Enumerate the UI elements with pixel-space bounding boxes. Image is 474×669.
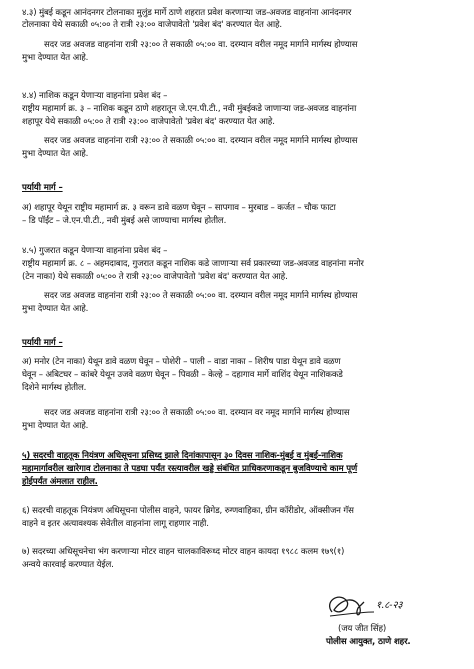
alternate-route-b-line-3: दिशेने मार्गस्थ होतील. [22,383,87,393]
section-4-5-note-2: मुभा देण्यात येत आहे. [22,304,89,314]
clause-5-line-2: महामार्गावरील खारेगाव टोलनाका ते पडघा पर्यंत रस्त्यावरील खड्डे संबंधित प्राधिकरणाकडून बुजविण्याचे काम पूर्ण [22,464,358,474]
alternate-route-b-line-2: घेवून – अबिटघर – कांबरे येथून उजवे वळण घेवून – पिवळी – केल्हे – दहागाव मार्गे वाशिंद येथून नाशिककडे [22,370,343,380]
section-4-5-note-1: सदर जड अवजड वाहनांना रात्री २३:०० ते सकाळी ०५:०० वा. दरम्यान वरील नमूद मार्गाने मार्गस्थ होण्यास [44,291,358,301]
alternate-route-a-line-1: अ) शहापूर येथून राष्ट्रीय महामार्ग क्र. ३ वरून डावे वळण घेवून – सापगाव – मुरबाड – कर्जत – चौक फाटा [22,203,336,213]
section-4-5-heading: ४.५) गुजरात कडून येणाऱ्या वाहनांना प्रवेश बंद – [22,246,168,256]
section-4-4-note-1: सदर जड अवजड वाहनांना रात्री २३:०० ते सकाळी ०५:०० वा. दरम्यान वरील नमूद मार्गाने मार्गस्थ होण्यास [44,136,358,146]
section-4-4-note-2: मुभा देण्यात येत आहे. [22,149,89,159]
section-4-5-line-1: राष्ट्रीय महामार्ग क्र. ८ – अहमदाबाद, गुजरात कडून नाशिक कडे जाणाऱ्या सर्व प्रकारच्या जड-अवजड वाहनांना मनोर [22,259,364,269]
section-4-4-line-2: शहापूर येथे सकाळी ०५:०० ते रात्री २३:०० वाजेपावेतो 'प्रवेश बंद' करण्यात येत आहे. [22,117,275,127]
section-4-4-heading: ४.४) नाशिक कडून येणाऱ्या वाहनांना प्रवेश बंद – [22,91,168,101]
section-4-3-note-1: सदर जड अवजड वाहनांना रात्री २३:०० ते सकाळी ०५:०० वा. दरम्यान वरील नमूद मार्गाने मार्गस्थ होण्यास [44,40,358,50]
clause-5-line-1: ५) सदरची वाहतूक नियंत्रण अधिसूचना प्रसिध्द झाले दिनांकापासून ३० दिवस नाशिक-मुंबई व मुंबई-नाशिक [22,451,343,461]
clause-6-line-2: वाहने व इतर अत्यावश्यक सेवेतील वाहनांना लागू राहणार नाही. [22,519,209,529]
section-4-3-note-2: मुभा देण्यात येत आहे. [22,53,89,63]
signatory-designation: पोलीस आयुक्त, ठाणे शहर. [326,637,411,647]
alternate-route-heading-2: पर्यायी मार्ग – [22,338,63,348]
section-4-5-final-note-1: सदर जड अवजड वाहनांना रात्री २३:०० ते सकाळी ०५:०० वा. दरम्यान वर नमूद मार्गाने मार्गस्थ होण्यास [44,408,350,418]
clause-7-line-1: ७) सदरच्या अधिसूचनेचा भंग करणाऱ्या मोटर वाहन चालकाविरूध्द मोटर वाहन कायदा १९८८ कलम १७९(१) [22,547,345,557]
alternate-route-b-line-1: अ) मनोर (टेन नाका) येथून डावे वळण घेवून – पोशेरी – पाली – वाडा नाका – शिरीष पाडा येथून डावे वळण [22,357,341,367]
signature-date: १.८-२३ [376,600,403,611]
clause-5-line-3: होईपर्यंत अंमलात राहील. [22,477,98,487]
section-4-3-line-2: टोलनाका येथे सकाळी ०५:०० ते रात्री २३:०० वाजेपावेतो 'प्रवेश बंद' करण्यात येत आहे. [22,20,282,30]
alternate-route-a-line-2: – डि पॉईंट – जे.एन.पी.टी., नवी मुंबई असे जाण्याचा मार्गस्थ होतील. [22,216,227,226]
clause-7-line-2: अन्वये कारवाई करण्यात येईल. [22,560,114,570]
clause-6-line-1: ६) सदरची वाहतूक नियंत्रण अधिसूचना पोलीस वाहने, फायर ब्रिगेड, रुग्णवाहिका, ग्रीन कॉरीडोर, ऑक्सीजन गॅस [22,506,354,516]
section-4-5-line-2: (टेन नाका) येथे सकाळी ०५:०० ते रात्री २३:०० वाजेपावेतो 'प्रवेश बंद' करण्यात येत आहे. [22,272,288,282]
section-4-3-line-1: ४.३) मुंबई कडून आनंदनगर टोलनाका मुलुंड मार्गे ठाणे शहरात प्रवेश करणाऱ्या जड-अवजड वाहनांना आनंदनगर [22,8,352,18]
alternate-route-heading-1: पर्यायी मार्ग – [22,183,63,193]
section-4-4-line-1: राष्ट्रीय महामार्ग क्र. ३ – नाशिक कडून ठाणे शहरातून जे.एन.पी.टी., नवी मुंबईकडे जाणाऱ्या जड-अवजड वाहनांना [22,104,357,114]
section-4-5-final-note-2: मुभा देण्यात येत आहे. [22,421,89,431]
signatory-name: (जय जीत सिंह) [338,624,387,634]
